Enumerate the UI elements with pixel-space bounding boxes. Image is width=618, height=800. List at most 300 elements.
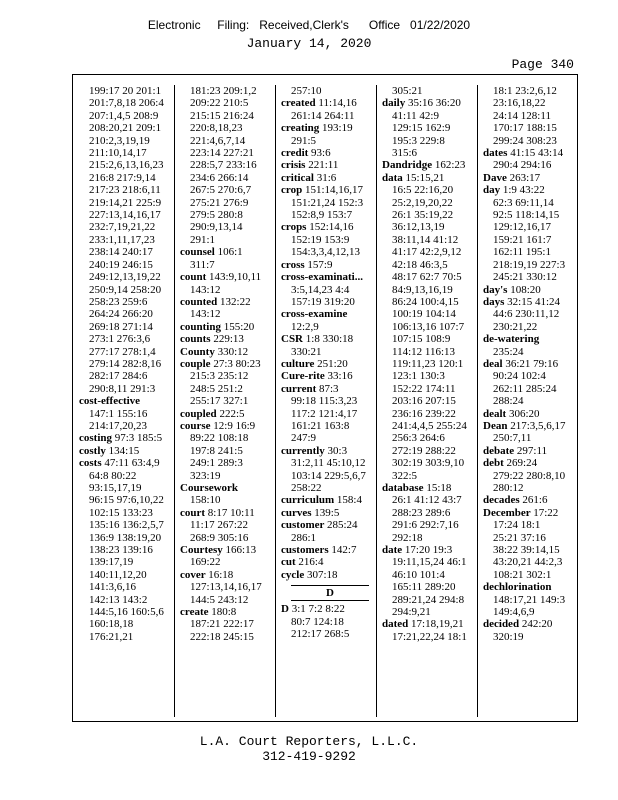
index-continuation: 169:22: [190, 556, 221, 569]
index-entry: [281, 556, 379, 568]
index-column-2: [174, 85, 278, 717]
index-continuation: 42:18 46:3,5: [392, 258, 448, 271]
index-continuation: 215:3 235:12: [190, 370, 249, 383]
index-continuation: 152:19 153:9: [291, 233, 350, 246]
index-entry: [483, 420, 578, 432]
index-continuation: 62:3 69:11,14: [493, 196, 554, 209]
index-word: created: [281, 97, 316, 110]
index-continuation: 201:7,8,18 206:4: [89, 97, 164, 110]
index-word: crops: [281, 221, 307, 234]
index-continuation: 197:8 241:5: [190, 444, 243, 457]
index-entry: [483, 408, 578, 420]
index-word: dealt: [483, 407, 507, 420]
index-continuation: 330:21: [291, 345, 322, 358]
index-continuation: 176:21,21: [89, 630, 134, 643]
index-continuation: 17:21,22,24 18:1: [392, 630, 467, 643]
index-continuation: 211:10,14,17: [89, 147, 147, 160]
index-continuation: 181:23 209:1,2: [190, 85, 257, 97]
index-entry: [180, 296, 278, 308]
index-word: dechlorination: [483, 581, 552, 594]
index-entry: [382, 172, 480, 184]
index-continuation: 230:21,22: [493, 320, 538, 333]
filing-stamp: Electronic Filing: Received,Clerk's Office 01/22/2020: [147, 18, 471, 32]
index-references: 35:16 36:20: [407, 97, 461, 110]
index-continuation: 16:5 22:16,20: [392, 184, 454, 197]
index-word: cross-examinati...: [281, 271, 363, 284]
index-continuation: 249:12,13,19,22: [89, 271, 161, 284]
index-continuation: 36:12,13,19: [392, 221, 445, 234]
index-entry: [483, 147, 578, 159]
index-column-3: [275, 85, 379, 717]
index-continuation: 127:13,14,16,17: [190, 581, 262, 594]
index-entry: [79, 395, 171, 407]
page-number: Page 340: [511, 57, 574, 72]
index-word: culture: [281, 357, 315, 370]
index-references: 269:24: [506, 457, 538, 470]
index-continuation: 257:10: [291, 85, 322, 97]
index-word: day's: [483, 283, 508, 296]
index-word: dates: [483, 147, 508, 160]
index-word: currently: [281, 444, 325, 457]
index-continuation: 203:16 207:15: [392, 395, 456, 408]
index-continuation: 117:2 121:4,17: [291, 407, 358, 420]
index-references: 132:22: [220, 295, 251, 308]
index-entry: [180, 333, 278, 345]
index-continuation: 220:8,18,23: [190, 122, 243, 135]
index-word: costing: [79, 432, 112, 445]
index-continuation: 142:13 143:2: [89, 593, 148, 606]
index-word: database: [382, 482, 424, 494]
index-continuation: 228:5,7 233:16: [190, 159, 257, 172]
index-continuation: 250:9,14 258:20: [89, 283, 162, 296]
index-entry: [281, 172, 379, 184]
index-continuation: 154:3,3,4,12,13: [291, 246, 361, 259]
index-word: D: [281, 603, 289, 616]
index-references: 17:18,19,21: [411, 618, 464, 631]
index-continuation: 89:22 108:18: [190, 432, 249, 445]
index-continuation: 148:17,21 149:3: [493, 593, 566, 606]
index-continuation: 261:14 264:11: [291, 109, 355, 122]
index-entry: [483, 457, 578, 469]
index-continuation: 235:24: [493, 345, 524, 358]
index-references: 139:5: [314, 506, 340, 519]
index-continuation: 46:10 101:4: [392, 568, 445, 581]
index-word: days: [483, 295, 505, 308]
index-continuation: 26:1 41:12 43:7: [392, 494, 462, 507]
index-continuation: 258:22: [291, 482, 322, 494]
index-continuation: 268:9 305:16: [190, 531, 249, 544]
index-continuation: 290:4 294:16: [493, 159, 552, 172]
index-continuation: 214:17,20,23: [89, 419, 148, 432]
index-continuation: 286:1: [291, 531, 317, 544]
index-continuation: 119:11,23 120:1: [392, 357, 464, 370]
index-word: crisis: [281, 159, 306, 172]
index-continuation: 129:12,16,17: [493, 221, 552, 234]
index-word: dated: [382, 618, 409, 631]
index-continuation: 255:17 327:1: [190, 395, 249, 408]
index-entry: [281, 271, 379, 283]
index-references: 157:9: [307, 258, 333, 271]
index-continuation: 144:5 243:12: [190, 593, 249, 606]
index-word: cycle: [281, 568, 305, 581]
index-continuation: 302:19 303:9,10: [392, 457, 465, 470]
index-continuation: 23:16,18,22: [493, 97, 546, 110]
index-entry: [281, 494, 379, 506]
index-references: 27:3 80:23: [213, 357, 261, 370]
index-entry: [483, 581, 578, 593]
index-references: 251:20: [317, 357, 348, 370]
index-continuation: 212:17 268:5: [291, 628, 350, 641]
index-word: customers: [281, 544, 329, 557]
index-word: current: [281, 382, 317, 395]
index-continuation: 103:14 229:5,6,7: [291, 469, 366, 482]
index-continuation: 238:14 240:17: [89, 246, 153, 259]
index-word: court: [180, 506, 206, 519]
index-continuation: 106:13,16 107:7: [392, 320, 465, 333]
index-entry: [281, 308, 379, 320]
index-continuation: 240:19 246:15: [89, 258, 153, 271]
index-word: Dave: [483, 171, 507, 184]
index-word: day: [483, 184, 501, 197]
index-entry: [281, 97, 379, 109]
index-word: curriculum: [281, 494, 335, 507]
index-entry: [180, 420, 278, 432]
word-index-box: [72, 74, 578, 722]
index-continuation: 114:12 116:13: [392, 345, 456, 358]
index-references: 193:19: [322, 122, 353, 135]
index-references: 330:12: [217, 345, 249, 358]
index-continuation: 144:5,16 160:5,6: [89, 606, 164, 619]
index-references: 17:22: [533, 506, 559, 519]
index-word: cut: [281, 556, 296, 569]
index-continuation: 248:5 251:2: [190, 382, 243, 395]
index-entry: [281, 259, 379, 271]
index-continuation: 279:14 282:8,16: [89, 357, 162, 370]
index-continuation: 108:21 302:1: [493, 568, 552, 581]
index-entry: [180, 606, 278, 618]
index-continuation: 311:7: [190, 258, 215, 271]
index-references: 1:9 43:22: [502, 184, 545, 197]
index-continuation: 222:18 245:15: [190, 630, 254, 643]
index-entry: [180, 346, 278, 358]
index-entry: [483, 618, 578, 630]
index-continuation: 290:8,11 291:3: [89, 382, 156, 395]
index-word: debate: [483, 444, 515, 457]
index-continuation: 241:4,4,5 255:24: [392, 419, 467, 432]
index-entry: [483, 507, 578, 519]
index-entry: [281, 147, 379, 159]
index-references: 242:20: [521, 618, 553, 631]
index-word: Courtesy: [180, 544, 223, 557]
index-word: de-watering: [483, 333, 540, 346]
index-references: 216:4: [298, 556, 324, 569]
index-continuation: 26:1 35:19,22: [392, 209, 454, 222]
index-word: coupled: [180, 407, 217, 420]
index-continuation: 291:1: [190, 233, 216, 246]
index-word: data: [382, 171, 403, 184]
index-continuation: 219:14,21 225:9: [89, 196, 162, 209]
index-references: 12:9 16:9: [213, 419, 256, 432]
index-entry: [281, 544, 379, 556]
index-continuation: 233:1,11,17,23: [89, 233, 155, 246]
index-references: 8:17 10:11: [207, 506, 255, 519]
reporter-phone: 312-419-9292: [262, 749, 356, 764]
index-word: daily: [382, 97, 406, 110]
index-word: couple: [180, 357, 211, 370]
index-column-4: [376, 85, 480, 717]
index-continuation: 315:6: [392, 147, 418, 160]
index-continuation: 288:23 289:6: [392, 506, 451, 519]
index-continuation: 96:15 97:6,10,22: [89, 494, 164, 507]
index-entry: [281, 184, 379, 196]
index-continuation: 162:11 195:1: [493, 246, 551, 259]
index-continuation: 170:17 188:15: [493, 122, 557, 135]
index-word: critical: [281, 171, 314, 184]
index-entry: [382, 159, 480, 171]
index-entry: [483, 296, 578, 308]
index-entry: [281, 370, 379, 382]
index-column-5: [477, 85, 578, 717]
index-entry: [483, 333, 578, 345]
index-word: CSR: [281, 333, 304, 346]
index-continuation: 207:1,4,5 208:9: [89, 109, 159, 122]
index-continuation: 322:5: [392, 469, 418, 482]
index-continuation: 159:21 161:7: [493, 233, 552, 246]
index-continuation: 294:9,21: [392, 606, 431, 619]
index-entry: [180, 358, 278, 370]
index-continuation: 92:5 118:14,15: [493, 209, 560, 222]
index-continuation: 25:2,19,20,22: [392, 196, 453, 209]
index-continuation: 291:5: [291, 134, 317, 147]
index-continuation: 208:20,21 209:1: [89, 122, 162, 135]
index-word: cross-examine: [281, 308, 348, 321]
index-continuation: 199:17 20 201:1: [89, 85, 162, 97]
index-continuation: 3:5,14,23 4:4: [291, 283, 350, 296]
index-references: 106:1: [217, 246, 243, 259]
index-entry: [281, 159, 379, 171]
index-continuation: 38:22 39:14,15: [493, 544, 560, 557]
section-letter: D: [291, 585, 369, 601]
index-continuation: 232:7,19,21,22: [89, 221, 156, 234]
index-continuation: 218:19,19 227:3: [493, 258, 566, 271]
index-word: costly: [79, 444, 106, 457]
index-column-1: [79, 85, 171, 717]
index-word: cost-effective: [79, 395, 141, 408]
index-continuation: 17:24 18:1: [493, 519, 541, 532]
index-continuation: 279:5 280:8: [190, 209, 243, 222]
index-references: 31:6: [316, 171, 337, 184]
index-word: counsel: [180, 246, 215, 259]
index-entry: [281, 122, 379, 134]
index-entry: [382, 482, 480, 494]
index-entry: [180, 482, 278, 494]
index-continuation: 80:7 124:18: [291, 615, 344, 628]
index-word: date: [382, 544, 403, 557]
index-continuation: 236:16 239:22: [392, 407, 456, 420]
index-references: 17:20 19:3: [404, 544, 453, 557]
index-references: 221:11: [308, 159, 339, 172]
index-continuation: 147:1 155:16: [89, 407, 148, 420]
index-references: 16:18: [208, 568, 234, 581]
reporter-company: L.A. Court Reporters, L.L.C.: [199, 734, 419, 749]
index-continuation: 84:9,13,16,19: [392, 283, 453, 296]
index-continuation: 217:23 218:6,11: [89, 184, 161, 197]
index-continuation: 195:3 229:8: [392, 134, 445, 147]
index-word: crop: [281, 184, 303, 197]
index-entry: [180, 408, 278, 420]
index-continuation: 320:19: [493, 630, 524, 643]
index-continuation: 280:12: [493, 482, 524, 494]
index-continuation: 41:11 42:9: [392, 109, 439, 122]
index-continuation: 158:10: [190, 494, 221, 507]
transcript-date: January 14, 2020: [246, 36, 372, 51]
index-continuation: 267:5 270:6,7: [190, 184, 252, 197]
index-continuation: 273:1 276:3,6: [89, 333, 151, 346]
index-word: cross: [281, 258, 305, 271]
index-continuation: 140:11,12,20: [89, 568, 147, 581]
index-continuation: 279:22 280:8,10: [493, 469, 566, 482]
index-references: 229:13: [213, 333, 244, 346]
index-word: Coursework: [180, 482, 239, 494]
index-references: 155:20: [223, 320, 255, 333]
index-entry: [281, 569, 379, 581]
index-word: December: [483, 506, 531, 519]
index-entry: [483, 184, 578, 196]
index-entry: [483, 284, 578, 296]
index-entry: [180, 569, 278, 581]
index-continuation: 227:13,14,16,17: [89, 209, 161, 222]
index-continuation: 107:15 108:9: [392, 333, 451, 346]
index-word: cover: [180, 568, 206, 581]
index-references: 33:16: [327, 370, 353, 383]
index-continuation: 209:22 210:5: [190, 97, 249, 110]
index-continuation: 157:19 319:20: [291, 295, 355, 308]
index-entry: [79, 457, 171, 469]
index-continuation: 275:21 276:9: [190, 196, 249, 209]
index-entry: [382, 618, 480, 630]
index-references: 93:6: [311, 147, 331, 160]
index-continuation: 139:17,19: [89, 556, 134, 569]
index-entry: [483, 445, 578, 457]
index-word: County: [180, 345, 215, 358]
index-continuation: 136:9 138:19,20: [89, 531, 162, 544]
index-continuation: 245:21 330:12: [493, 271, 557, 284]
index-word: costs: [79, 457, 102, 470]
index-continuation: 12:2,9: [291, 320, 319, 333]
index-references: 108:20: [510, 283, 541, 296]
index-references: 142:7: [331, 544, 357, 557]
index-continuation: 249:1 289:3: [190, 457, 243, 470]
index-continuation: 18:1 23:2,6,12: [493, 85, 557, 97]
index-continuation: 215:15 216:24: [190, 109, 254, 122]
index-continuation: 272:19 288:22: [392, 444, 456, 457]
index-references: 36:21 79:16: [505, 357, 559, 370]
index-continuation: 247:9: [291, 432, 317, 445]
index-continuation: 221:4,6,7,14: [190, 134, 246, 147]
index-references: 217:3,5,6,17: [510, 419, 566, 432]
index-continuation: 323:19: [190, 469, 221, 482]
index-references: 15:18: [426, 482, 452, 494]
index-word: debt: [483, 457, 504, 470]
index-references: 3:1 7:2 8:22: [291, 603, 345, 616]
index-word: customer: [281, 519, 325, 532]
index-continuation: 149:4,6,9: [493, 606, 535, 619]
index-continuation: 152:22 174:11: [392, 382, 456, 395]
index-continuation: 93:15,17,19: [89, 482, 142, 494]
index-continuation: 215:2,6,13,16,23: [89, 159, 164, 172]
index-continuation: 38:11,14 41:12: [392, 233, 459, 246]
index-continuation: 44:6 230:11,12: [493, 308, 560, 321]
index-entry: [483, 494, 578, 506]
index-references: 30:3: [327, 444, 348, 457]
index-continuation: 256:3 264:6: [392, 432, 445, 445]
index-entry: [281, 603, 379, 615]
index-continuation: 187:21 222:17: [190, 618, 254, 631]
index-word: creating: [281, 122, 320, 135]
index-word: counting: [180, 320, 221, 333]
index-continuation: 161:21 163:8: [291, 419, 350, 432]
index-continuation: 99:18 115:3,23: [291, 395, 358, 408]
index-continuation: 129:15 162:9: [392, 122, 451, 135]
index-continuation: 43:20,21 44:2,3: [493, 556, 563, 569]
index-references: 306:20: [508, 407, 540, 420]
index-entry: [180, 246, 278, 258]
index-entry: [382, 97, 480, 109]
index-continuation: 31:2,11 45:10,12: [291, 457, 366, 470]
index-references: 32:15 41:24: [507, 295, 561, 308]
index-references: 151:14,16,17: [304, 184, 363, 197]
index-word: create: [180, 606, 209, 619]
index-continuation: 282:17 284:6: [89, 370, 148, 383]
index-word: Dandridge: [382, 159, 433, 172]
index-continuation: 269:18 271:14: [89, 320, 153, 333]
index-references: 152:14,16: [309, 221, 354, 234]
index-continuation: 90:24 102:4: [493, 370, 546, 383]
index-references: 263:17: [509, 171, 541, 184]
index-continuation: 24:14 128:11: [493, 109, 551, 122]
index-entry: [281, 358, 379, 370]
index-continuation: 143:12: [190, 308, 221, 321]
index-continuation: 152:8,9 153:7: [291, 209, 353, 222]
index-continuation: 290:9,13,14: [190, 221, 243, 234]
index-continuation: 100:19 104:14: [392, 308, 456, 321]
index-continuation: 19:11,15,24 46:1: [392, 556, 467, 569]
index-continuation: 289:21,24 294:8: [392, 593, 465, 606]
index-continuation: 234:6 266:14: [190, 171, 249, 184]
index-word: decades: [483, 494, 520, 507]
index-continuation: 143:12: [190, 283, 221, 296]
index-word: Dean: [483, 419, 508, 432]
index-word: count: [180, 271, 207, 284]
index-references: 87:3: [318, 382, 339, 395]
index-continuation: 262:11 285:24: [493, 382, 557, 395]
index-continuation: 25:21 37:16: [493, 531, 546, 544]
index-continuation: 264:24 266:20: [89, 308, 153, 321]
index-entry: [180, 321, 278, 333]
index-entry: [382, 544, 480, 556]
index-continuation: 64:8 80:22: [89, 469, 137, 482]
index-continuation: 216:8 217:9,14: [89, 171, 156, 184]
index-continuation: 277:17 278:1,4: [89, 345, 156, 358]
index-continuation: 102:15 133:23: [89, 506, 153, 519]
index-references: 143:9,10,11: [209, 271, 262, 284]
index-word: credit: [281, 147, 309, 160]
index-references: 297:11: [516, 444, 548, 457]
index-entry: [281, 383, 379, 395]
index-references: 261:6: [522, 494, 548, 507]
index-word: counted: [180, 295, 218, 308]
index-word: course: [180, 419, 211, 432]
